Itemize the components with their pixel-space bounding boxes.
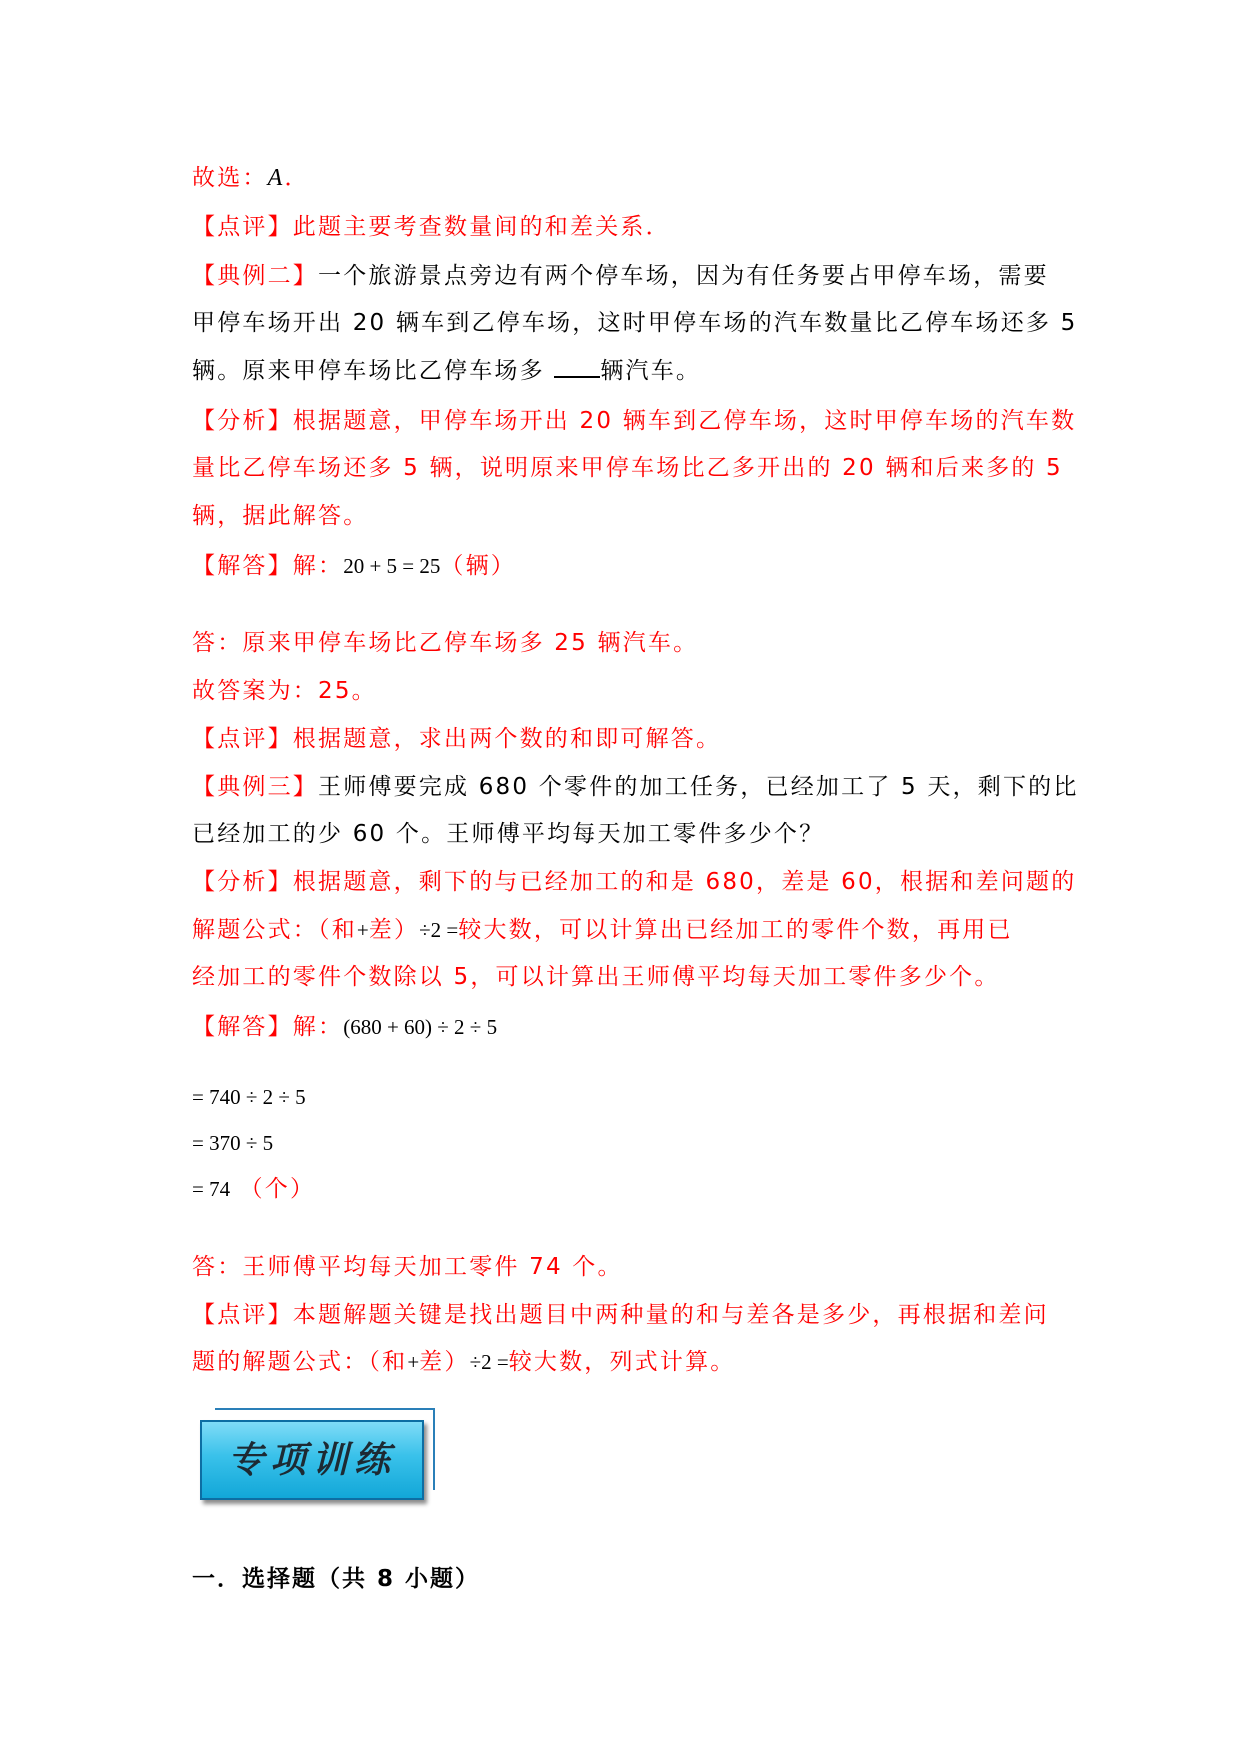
analysis-2-line-2: 量比乙停车场还多 5 辆，说明原来甲停车场比乙多开出的 20 辆和后来多的 5 — [192, 455, 1063, 481]
comment-3-line-2: 题的解题公式：（和+差）÷2 =较大数，列式计算。 — [192, 1349, 736, 1375]
example-3-line-1: 【典例三】王师傅要完成 680 个零件的加工任务，已经加工了 5 天，剩下的比 — [192, 774, 1079, 800]
analysis-2-line-3: 辆，据此解答。 — [192, 503, 369, 529]
answer-2-line: 答：原来甲停车场比乙停车场多 25 辆汽车。 — [192, 630, 699, 656]
solution-3-formula: (680 + 60) ÷ 2 ÷ 5 — [343, 1015, 498, 1039]
solution-2-line: 【解答】解：20 + 5 = 25（辆） — [192, 553, 516, 579]
example-3-line-2: 已经加工的少 60 个。王师傅平均每天加工零件多少个？ — [192, 821, 825, 847]
example-2-line-3: 辆。原来甲停车场比乙停车场多 辆汽车。 — [192, 358, 702, 384]
solution-2-formula: 20 + 5 = 25 — [343, 554, 441, 578]
analysis-3-line-3: 经加工的零件个数除以 5，可以计算出王师傅平均每天加工零件多少个。 — [192, 964, 1000, 990]
final-answer-2-line: 故答案为：25。 — [192, 678, 377, 704]
answer-3-line: 答：王师傅平均每天加工零件 74 个。 — [192, 1254, 623, 1280]
comment-line-1: 【点评】此题主要考查数量间的和差关系． — [192, 214, 671, 240]
section-banner — [200, 1420, 424, 1500]
example-2-line-2: 甲停车场开出 20 辆车到乙停车场，这时甲停车场的汽车数量比乙停车场还多 5 — [192, 310, 1078, 336]
analysis-3-line-1: 【分析】根据题意，剩下的与已经加工的和是 680，差是 60，根据和差问题的 — [192, 869, 1077, 895]
comment-2-line: 【点评】根据题意，求出两个数的和即可解答。 — [192, 726, 722, 752]
calc-step-2: = 370 ÷ 5 — [192, 1131, 274, 1155]
banner-title: 专项训练 — [227, 1439, 396, 1481]
analysis-2-line-1: 【分析】根据题意，甲停车场开出 20 辆车到乙停车场，这时甲停车场的汽车数 — [192, 408, 1077, 434]
example-2-line-1: 【典例二】一个旅游景点旁边有两个停车场，因为有任务要占甲停车场，需要 — [192, 263, 1049, 289]
calc-step-1: = 740 ÷ 2 ÷ 5 — [192, 1085, 306, 1109]
answer-choice-line: 故选：A． — [192, 165, 310, 191]
comment-3-line-1: 【点评】本题解题关键是找出题目中两种量的和与差各是多少，再根据和差问 — [192, 1302, 1049, 1328]
analysis-3-line-2: 解题公式：（和+差）÷2 =较大数，可以计算出已经加工的零件个数，再用已 — [192, 917, 1013, 943]
section-heading: 一．选择题（共 8 小题） — [192, 1566, 481, 1592]
calc-step-3: = 74 （个） — [192, 1176, 316, 1202]
answer-blank — [554, 358, 600, 378]
answer-letter: A — [267, 165, 285, 191]
solution-3-line: 【解答】解：(680 + 60) ÷ 2 ÷ 5 — [192, 1014, 498, 1040]
